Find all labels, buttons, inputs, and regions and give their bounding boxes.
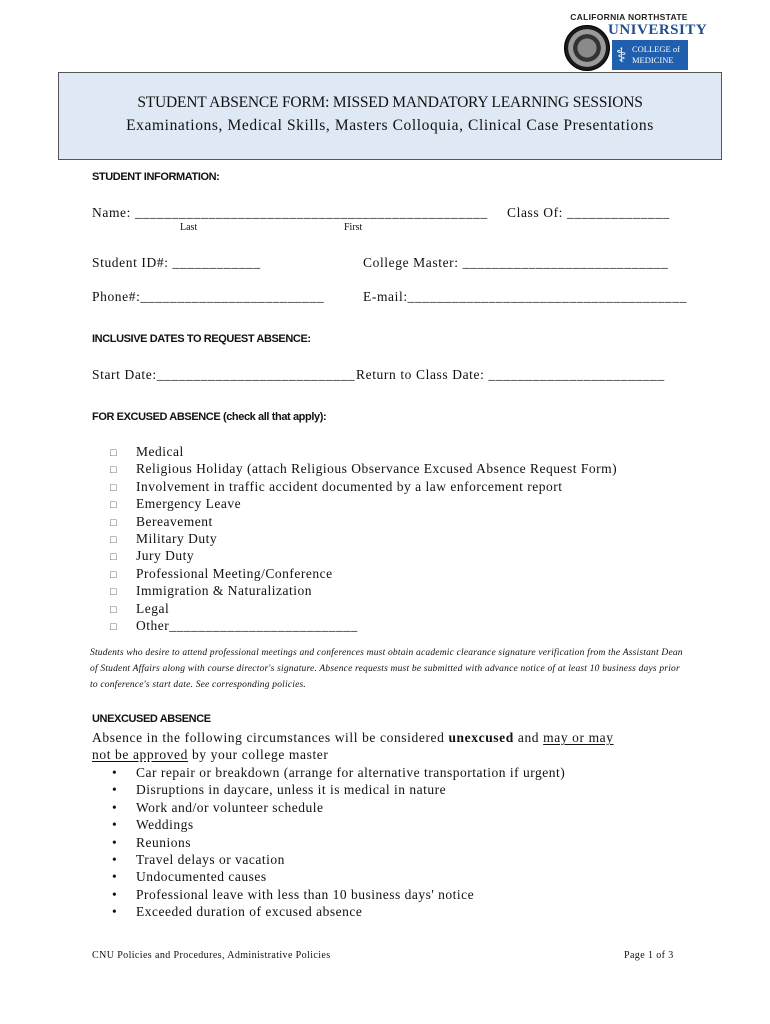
- footer-page-number: Page 1 of 3: [624, 950, 674, 961]
- excused-option-label: Legal: [136, 600, 170, 616]
- excused-option[interactable]: [110, 444, 184, 460]
- unexcused-item: [112, 817, 194, 833]
- start-date-field[interactable]: Start Date:___________________________: [92, 367, 356, 382]
- checkbox-icon[interactable]: □: [110, 586, 118, 599]
- unexcused-item: [112, 835, 191, 851]
- excused-option-label: Military Duty: [136, 531, 218, 546]
- unexcused-intro-a: Absence in the following circumstances will be considered: [92, 730, 449, 745]
- bullet-icon: •: [112, 834, 118, 850]
- excused-option-label: Involvement in traffic accident documented by a law enforcement report: [136, 478, 563, 494]
- dates-heading: INCLUSIVE DATES TO REQUEST ABSENCE:: [92, 333, 311, 345]
- college-line2: MEDICINE: [632, 55, 674, 65]
- excused-option-label: Other__________________________: [136, 618, 358, 633]
- excused-option[interactable]: [110, 548, 194, 564]
- unexcused-underline2: not be approved: [92, 747, 188, 762]
- bullet-icon: •: [112, 904, 118, 920]
- unexcused-intro-c: by your college master: [187, 747, 329, 762]
- excused-option[interactable]: [110, 601, 169, 617]
- checkbox-icon[interactable]: □: [110, 551, 118, 564]
- phone-field[interactable]: Phone#:_________________________: [92, 289, 325, 304]
- return-date-field[interactable]: Return to Class Date: ________________________: [356, 367, 665, 382]
- college-badge-text: [632, 44, 680, 66]
- excused-option-label: Professional Meeting/Conference: [136, 565, 333, 581]
- unexcused-item: [112, 800, 323, 816]
- unexcused-intro-b: and: [513, 730, 544, 745]
- excused-option[interactable]: [110, 461, 617, 477]
- logo-org-line: CALIFORNIA NORTHSTATE: [570, 12, 688, 22]
- unexcused-item-label: Weddings: [136, 817, 194, 833]
- header-box: [58, 72, 722, 160]
- bullet-icon: •: [112, 886, 118, 902]
- checkbox-icon[interactable]: □: [110, 603, 118, 616]
- unexcused-item: [112, 869, 267, 885]
- checkbox-icon[interactable]: □: [110, 481, 118, 494]
- unexcused-item: [112, 904, 362, 920]
- college-line1: COLLEGE of: [632, 44, 680, 54]
- form-title: STUDENT ABSENCE FORM: MISSED MANDATORY LEARNING SESSIONS: [137, 94, 643, 111]
- student-id-field[interactable]: Student ID#: ____________: [92, 255, 261, 270]
- excused-heading: FOR EXCUSED ABSENCE (check all that apply):: [92, 411, 327, 423]
- bullet-icon: •: [112, 765, 118, 780]
- checkbox-icon[interactable]: □: [110, 447, 118, 459]
- excused-option-label: Emergency Leave: [136, 496, 242, 512]
- unexcused-item-label: Car repair or breakdown (arrange for alternative transportation if urgent): [136, 765, 566, 780]
- unexcused-item-label: Disruptions in daycare, unless it is medical in nature: [136, 782, 447, 798]
- bullet-icon: •: [112, 799, 118, 815]
- unexcused-intro-line1: [92, 730, 614, 746]
- excused-option[interactable]: [110, 583, 312, 599]
- unexcused-item: [112, 782, 446, 798]
- student-info-heading: STUDENT INFORMATION:: [92, 171, 220, 183]
- checkbox-icon[interactable]: □: [110, 464, 118, 477]
- checkbox-icon[interactable]: □: [110, 621, 118, 633]
- name-field[interactable]: Name: ________________________________________________: [92, 205, 488, 220]
- excused-option-label: Medical: [136, 444, 184, 459]
- unexcused-item-label: Work and/or volunteer schedule: [136, 799, 324, 815]
- unexcused-item-label: Undocumented causes: [136, 869, 267, 885]
- email-field[interactable]: E-mail:______________________________________: [363, 289, 687, 304]
- checkbox-icon[interactable]: □: [110, 568, 118, 581]
- unexcused-item: [112, 887, 474, 903]
- university-logo: [564, 12, 708, 72]
- last-name-label: Last: [180, 222, 198, 233]
- checkbox-icon[interactable]: □: [110, 534, 118, 546]
- footer-policy-text: CNU Policies and Procedures, Administrative Policies: [92, 950, 331, 961]
- first-name-label: First: [344, 222, 363, 233]
- checkbox-icon[interactable]: □: [110, 499, 118, 512]
- excused-option[interactable]: [110, 566, 333, 582]
- unexcused-underline1: may or may: [543, 730, 614, 745]
- unexcused-item-label: Travel delays or vacation: [136, 852, 285, 867]
- unexcused-item: [112, 852, 285, 868]
- bullet-icon: •: [112, 782, 118, 798]
- excused-option-label: Jury Duty: [136, 548, 195, 564]
- excused-option[interactable]: [110, 496, 241, 512]
- college-badge: [612, 40, 688, 70]
- bullet-icon: •: [112, 852, 118, 867]
- excused-option-label: Immigration & Naturalization: [136, 583, 312, 599]
- caduceus-icon: ⚕: [616, 43, 627, 67]
- excused-option-label: Bereavement: [136, 513, 213, 529]
- excused-option[interactable]: [110, 531, 217, 547]
- logo-university: UNIVERSITY: [608, 22, 708, 38]
- unexcused-item-label: Exceeded duration of excused absence: [136, 904, 363, 920]
- excused-option[interactable]: [110, 618, 358, 634]
- unexcused-intro-line2: [92, 747, 329, 763]
- university-seal-icon: [564, 25, 610, 71]
- excused-notice: Students who desire to attend professional meetings and conferences must obtain academic clearance signature verification from the Assistant Dean of Student Affairs along with course director's signature. Absence requests must be submitted with advance notice of at least 10 business days prior to conference's start date. See corresponding policies.: [90, 648, 683, 690]
- unexcused-item: [112, 765, 565, 781]
- unexcused-item-label: Professional leave with less than 10 business days' notice: [136, 886, 475, 902]
- college-master-field[interactable]: College Master: ____________________________: [363, 255, 669, 270]
- checkbox-icon[interactable]: □: [110, 516, 118, 529]
- excused-option[interactable]: [110, 514, 213, 530]
- bullet-icon: •: [112, 869, 118, 885]
- unexcused-bold: unexcused: [448, 730, 514, 745]
- class-of-field[interactable]: Class Of: ______________: [507, 205, 670, 220]
- unexcused-heading: UNEXCUSED ABSENCE: [92, 713, 211, 725]
- bullet-icon: •: [112, 817, 118, 833]
- excused-option[interactable]: [110, 479, 562, 495]
- unexcused-item-label: Reunions: [136, 834, 192, 850]
- form-subtitle: Examinations, Medical Skills, Masters Colloquia, Clinical Case Presentations: [126, 117, 654, 134]
- excused-option-label: Religious Holiday (attach Religious Observance Excused Absence Request Form): [136, 461, 618, 477]
